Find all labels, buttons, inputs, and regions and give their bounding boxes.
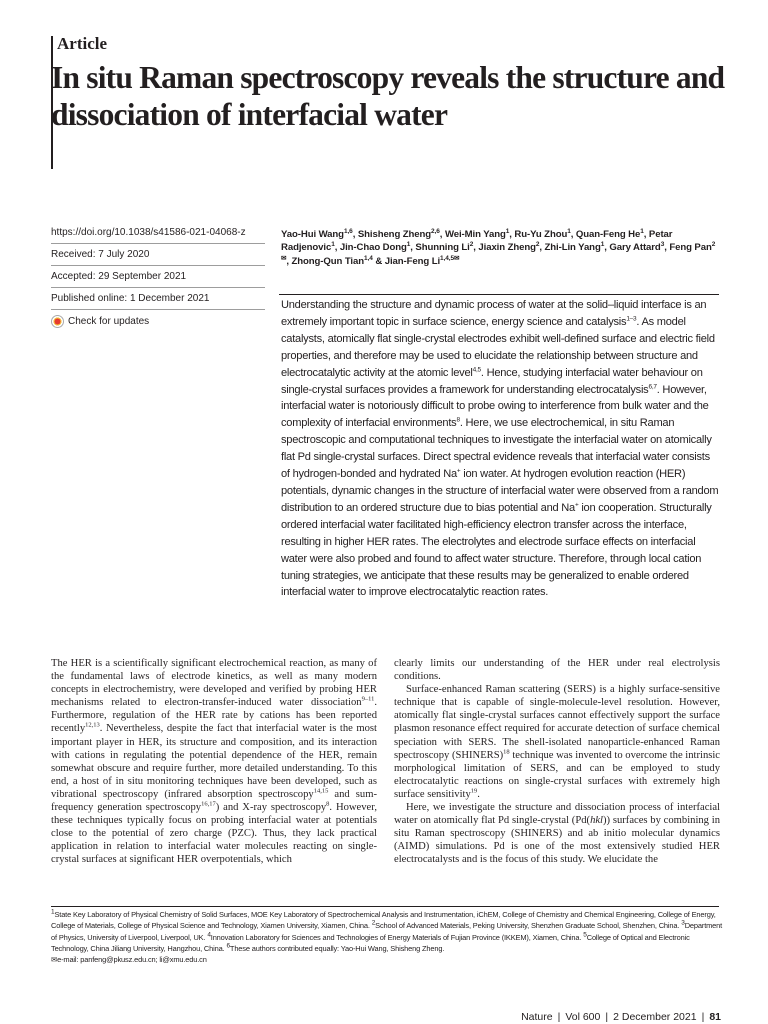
footnote-rule xyxy=(51,906,719,907)
text-run: technique was invented to overcome the intrinsic morphological limitation of SERS, and can be employed to study electrocatalytic reactions on single-crystal surfaces with extremely high surface sensitivity xyxy=(394,749,721,800)
text-run: clearly limits our understanding of the HER under real electrolysis conditions. xyxy=(394,658,720,683)
author xyxy=(478,242,539,253)
author xyxy=(514,229,570,240)
citation-superscript: 4,5 xyxy=(472,365,481,373)
citation-superscript: 1–3 xyxy=(626,315,637,323)
author-name: Wei-Min Yang xyxy=(444,229,506,240)
body-column-right xyxy=(394,657,720,867)
author xyxy=(415,242,473,253)
citation-superscript: 8 xyxy=(456,416,460,424)
citation-superscript: 5 xyxy=(583,931,587,939)
crossmark-icon xyxy=(51,315,64,328)
author xyxy=(445,229,509,240)
author-list: Yao-Hui Wang$^{1,6}$, Shisheng Zheng$^{2,6}$, Wei-Min Yang$^1$, Ru-Yu Zhou$^1$, Quan-Feng He$^1$, Petar Radjenovic$^1$, Jin-Chao Dong$^1$, Shunning Li$^2$, Jiaxin Zheng$^2$, Zhi-Lin Yang$^1$, Gary Attard$^3$, Feng Pan$^{2✉}$, Zhong-Qun Tian$^{1,4}$ & Jian-Feng $Li^{1,4,5✉}$ xyxy=(281,227,716,267)
accepted-date: Accepted: 29 September 2021 xyxy=(51,265,265,287)
author xyxy=(576,229,644,240)
author-affiliation: 1,4,5✉ xyxy=(440,254,460,262)
footer-separator: | xyxy=(557,1011,561,1023)
body-paragraph xyxy=(394,683,720,801)
text-run: . Nevertheless, despite the fact that interfacial water is the most important player in HER, its structure and composition, and its interaction with cations in regulating the potential dependence of the HER, remain somewhat obscure and require further, more detailed understanding. To this end, a host of in situ monitoring techniques have been developed, such as vibrational spectroscopy (infrared absorption spectroscopy xyxy=(51,723,377,800)
author xyxy=(358,229,440,240)
text-run: College of Optical and Electronic Technology, China Jiliang University, Hangzhou, China. xyxy=(51,932,690,953)
citation-superscript: 6 xyxy=(226,942,230,950)
citation-superscript: 12,13 xyxy=(85,721,100,729)
text-run: ion water. At hydrogen evolution reaction (HER) potentials, dynamic changes in the structure of interfacial water were observed from a random distribution to an ordered structure due to bias potential and Na xyxy=(281,468,719,514)
text-run: ion cooperation. Structurally ordered interfacial water facilitated high-efficiency electron transfer across the interface, resulting in higher HER rates. The electrolytes and electrode surface effects on interfacial water were also probed and found to affect water structure. Therefore, through local cation tuning strategies, we anticipate that these results may be generalized to enable ordered interfacial water to improve electrocatalytic reaction rates. xyxy=(281,501,712,599)
citation-superscript: 19 xyxy=(470,787,478,795)
check-for-updates-link[interactable] xyxy=(51,309,265,333)
citation-superscript: 8 xyxy=(326,800,330,808)
author-affiliation: 1,4 xyxy=(364,254,373,262)
text-run: . xyxy=(477,788,480,800)
abstract-rule xyxy=(279,294,719,295)
author-affiliation: 1 xyxy=(567,227,571,235)
citation-superscript: 4 xyxy=(207,931,211,939)
text-run: Understanding the structure and dynamic process of water at the solid–liquid interface is an extremely important topic in surface science, energy science and catalysis xyxy=(281,299,707,328)
text-run: Here, we investigate the structure and dissociation process of interfacial water on atomically flat Pd single-crystal (Pd( xyxy=(394,802,720,827)
journal-volume: Vol 600 xyxy=(565,1011,601,1023)
body-paragraph xyxy=(51,657,377,867)
author-name: Shisheng Zheng xyxy=(357,229,432,240)
author-affiliation: 3 xyxy=(660,241,665,249)
citation-superscript: 2 xyxy=(371,919,376,927)
page-footer xyxy=(521,1011,721,1023)
issue-date: 2 December 2021 xyxy=(613,1011,697,1023)
author-affiliation: 2 xyxy=(469,241,474,249)
text-run: )) surfaces by combining in situ Raman spectroscopy (SHINERS) and ab initio molecular dynamics (AIMD) simulations. Pd is one of the most extensively studied HER electrocatalysts and is the focus of this study. We elucidate the xyxy=(394,815,720,866)
text-run: Department of Physics, University of Liverpool, Liverpool, UK. xyxy=(51,921,723,942)
page-number: 81 xyxy=(709,1011,721,1023)
author-affiliation: 2✉ xyxy=(281,241,716,262)
citation-superscript: 16,17 xyxy=(201,800,216,808)
author-name: Zhi-Lin Yang xyxy=(544,242,601,254)
author-name: Jin-Chao Dong xyxy=(339,242,407,254)
author-affiliation: 1 xyxy=(600,241,605,249)
author-name: Gary Attard xyxy=(609,242,661,254)
text-run: . As model catalysts, atomically flat single-crystal electrodes exhibit well-defined surface and electric field properties, and therefore may be used to elucidate the relationship between structure and electrocatalytic activity at the atomic level xyxy=(281,315,715,379)
citation-superscript: 1 xyxy=(51,908,55,916)
author-affiliation: 1 xyxy=(640,227,644,235)
text-run: These authors contributed equally: Yao-Hui Wang, Shisheng Zheng. xyxy=(229,943,445,953)
correspondence-email xyxy=(51,954,727,965)
citation-superscript: 18 xyxy=(503,748,510,756)
author-affiliation: 2 xyxy=(535,241,540,249)
received-date: Received: 7 July 2020 xyxy=(51,243,265,265)
text-run: School of Advanced Materials, Peking University, Shenzhen Graduate School, Shenzhen, China. xyxy=(375,921,682,931)
footer-separator: | xyxy=(605,1011,609,1023)
author xyxy=(545,242,605,253)
citation-superscript: + xyxy=(574,501,579,509)
author xyxy=(385,256,460,267)
author-name: Zhong-Qun Tian xyxy=(291,255,364,267)
text-run: . However, interfacial water is notoriously difficult to probe owing to interference from bulk water and the complexity of interfacial environments xyxy=(281,383,709,430)
author-affiliation: 2,6 xyxy=(431,227,440,235)
check-for-updates-label: Check for updates xyxy=(68,316,150,327)
author-name: Quan-Feng He xyxy=(575,229,641,240)
text-run: . Furthermore, regulation of the HER rate by cations has been reported recently xyxy=(51,697,377,735)
italic-text: hkl xyxy=(590,815,604,827)
author xyxy=(292,256,373,267)
author-name: Jian-Feng Li xyxy=(384,255,441,267)
affiliation-footnotes xyxy=(51,909,727,965)
author xyxy=(609,242,664,253)
published-date: Published online: 1 December 2021 xyxy=(51,287,265,309)
article-type-label: Article xyxy=(57,34,108,53)
text-run: Innovation Laboratory for Sciences and Technologies of Energy Materials of Fujian Province (IKKEM), Xiamen, China. xyxy=(210,932,584,942)
author xyxy=(281,229,353,240)
author-name: Yao-Hui Wang xyxy=(281,229,344,240)
citation-superscript: 3 xyxy=(681,919,685,927)
text-run: . Hence, studying interfacial water behaviour on single-crystal surfaces provides a framework for understanding electrocatalysis xyxy=(281,366,703,396)
abstract xyxy=(281,297,721,601)
author-name: Petar Radjenovic xyxy=(281,229,673,254)
author-affiliation: 1,6 xyxy=(343,227,353,235)
text-run: and sum-frequency generation spectroscopy xyxy=(51,788,377,814)
author xyxy=(340,242,410,253)
author-name: Shunning Li xyxy=(415,242,470,254)
citation-superscript: + xyxy=(456,467,461,475)
body-paragraph xyxy=(394,657,720,683)
text-run: ) and X-ray spectroscopy xyxy=(215,802,327,814)
body-paragraph xyxy=(394,801,720,866)
journal-name: Nature xyxy=(521,1011,553,1023)
author-affiliation: 1 xyxy=(406,241,411,249)
author-affiliation: 1 xyxy=(505,227,510,235)
citation-superscript: 6,7 xyxy=(648,382,657,390)
article-title: In situ Raman spectroscopy reveals the structure and dissociation of interfacial water xyxy=(51,60,725,132)
text-run: The HER is a scientifically significant electrochemical reaction, as many of the fundamental laws of electrode kinetics, as well as many modern concepts in electrochemistry, were developed and verified by probing HER mechanisms related to electron-transfer-induced water dissociation xyxy=(51,658,377,709)
citation-superscript: 14,15 xyxy=(313,787,329,795)
text-run: . Here, we use electrochemical, in situ Raman spectroscopic and computational techniques to investigate the interfacial water on atomically flat Pd single-crystal surfaces. Direct spectral evidence reveals that interfacial water consists of hydrogen-bonded and hydrated Na xyxy=(281,417,712,481)
author-affiliation: 1 xyxy=(331,241,335,249)
affiliations xyxy=(51,909,727,954)
text-run: . However, these techniques typically focus on probing interfacial water at potentials close to the potential of zero charge (PZC). Thus, they lack practical application in relation to interfacial water molecules reacting on single-crystal surfaces at significant HER overpotentials, which xyxy=(51,802,377,866)
author-name: Feng Pan xyxy=(669,242,712,254)
doi-link[interactable]: https://doi.org/10.1038/s41586-021-04068-z xyxy=(51,227,246,238)
text-run: ✉e-mail: panfeng@pkusz.edu.cn; li@xmu.edu.cn xyxy=(51,955,207,965)
article-metadata xyxy=(51,222,265,333)
body-column-left xyxy=(51,657,377,867)
text-run: Surface-enhanced Raman scattering (SERS) is a highly surface-sensitive technique that is capable of single-molecule-level resolution. However, atomically flat single-crystal surfaces cannot effectively support the surface plasmon resonance effect required for accurate detection of surface chemical speciation with SERS. The shell-isolated nanoparticle-enhanced Raman spectroscopy (SHINERS) xyxy=(394,684,720,761)
footer-separator: | xyxy=(701,1011,705,1023)
text-run: State Key Laboratory of Physical Chemistry of Solid Surfaces, MOE Key Laboratory of Spectrochemical Analysis and Instrumentation, iChEM, College of Chemistry and Chemical Engineering, College of Energy, College of Materials, College of Physical Science and Technology, Xiamen University, Xiamen, China. xyxy=(51,910,716,931)
author-name: Ru-Yu Zhou xyxy=(514,229,568,240)
author-name: Jiaxin Zheng xyxy=(478,242,536,254)
citation-superscript: 9–11 xyxy=(361,695,375,703)
